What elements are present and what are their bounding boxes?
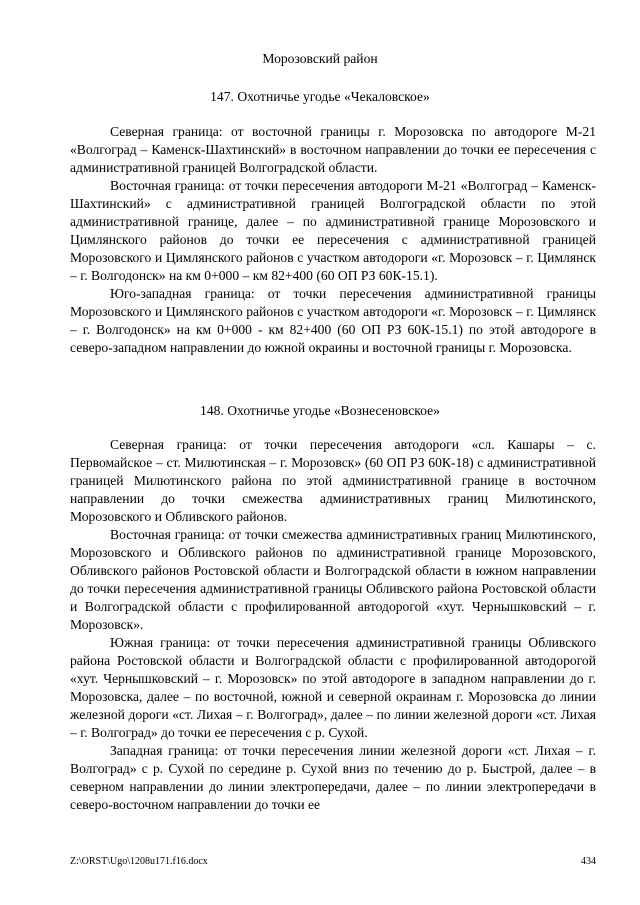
paragraph-north-border: Северная граница: от восточной границы г. Морозовска по автодороге М-21 «Волгоград – Каменск-Шахтинский» в восточном направлении до точки ее пересечения с административной границей Волгоградской области.: [70, 124, 596, 175]
paragraph-south-border: Южная граница: от точки пересечения административной границы Обливского района Ростовской области и Волгоградской области с профилированной автодорогой «хут. Чернышковский – г. Морозовск» по этой автодороге в западном направлении до г. Морозовска, далее – по восточной, южной и северной окраинам г. Морозовска до линии железной дороги «ст. Лихая – г. Волгоград», далее – по линии железной дороги «ст. Лихая – г. Волгоград» до точки ее пересечения с р. Сухой.: [70, 635, 596, 740]
paragraph-west-border: Западная граница: от точки пересечения линии железной дороги «ст. Лихая – г. Волгоград» с р. Сухой по середине р. Сухой вниз по течению до р. Быстрой, далее – в северном направлении до линии электропередачи, далее – по линии электропередачи в северо-восточном направлении до точки ее: [70, 743, 596, 812]
section-title-148: 148. Охотничье угодье «Вознесеновское»: [200, 403, 440, 418]
section-body-147: [70, 123, 596, 357]
paragraph-east-border: Восточная граница: от точки смежества административных границ Милютинского, Морозовского и Обливского районов по административной границе Морозовского, Обливского районов Ростовской области и Волгоградской области в южном направлении до точки пересечения административной границы Обливского района Ростовской области и Волгоградской области с профилированной автодорогой «хут. Чернышковский – г. Морозовск».: [70, 527, 596, 632]
footer-file-path: Z:\ORST\Ugo\1208u171.f16.docx: [70, 856, 208, 867]
section-title-147: 147. Охотничье угодье «Чекаловское»: [210, 89, 430, 104]
section-body-148: [70, 436, 596, 814]
page-number: 434: [581, 856, 596, 867]
paragraph-north-border: Северная граница: от точки пересечения автодороги «сл. Кашары – с. Первомайское – ст. Милютинская – г. Морозовск» (60 ОП РЗ 60К-18) с административной границей Милютинского района по этой административной границе в восточном направлении до точки смежества административных границ Милютинского, Морозовского и Обливского районов.: [70, 437, 596, 524]
region-title: Морозовский район: [262, 51, 378, 66]
paragraph-southwest-border: Юго-западная граница: от точки пересечения административной границы Морозовского и Цимлянского районов с участком автодороги «г. Морозовск – г. Цимлянск – г. Волгодонск» на км 0+000 - км 82+400 (60 ОП РЗ 60К-15.1) по этой автодороге в северо-западном направлении до южной окраины и восточной границы г. Морозовска.: [70, 286, 596, 355]
paragraph-east-border: Восточная граница: от точки пересечения автодороги М-21 «Волгоград – Каменск-Шахтинский» с административной границей Волгоградской области по этой административной границе, далее – по административной границе Морозовского и Цимлянского районов до точки ее пересечения с административной границей Морозовского и Цимлянского районов с участком автодороги «г. Морозовск – г. Цимлянск – г. Волгодонск» на км 0+000 – км 82+400 (60 ОП РЗ 60К-15.1).: [70, 178, 596, 283]
